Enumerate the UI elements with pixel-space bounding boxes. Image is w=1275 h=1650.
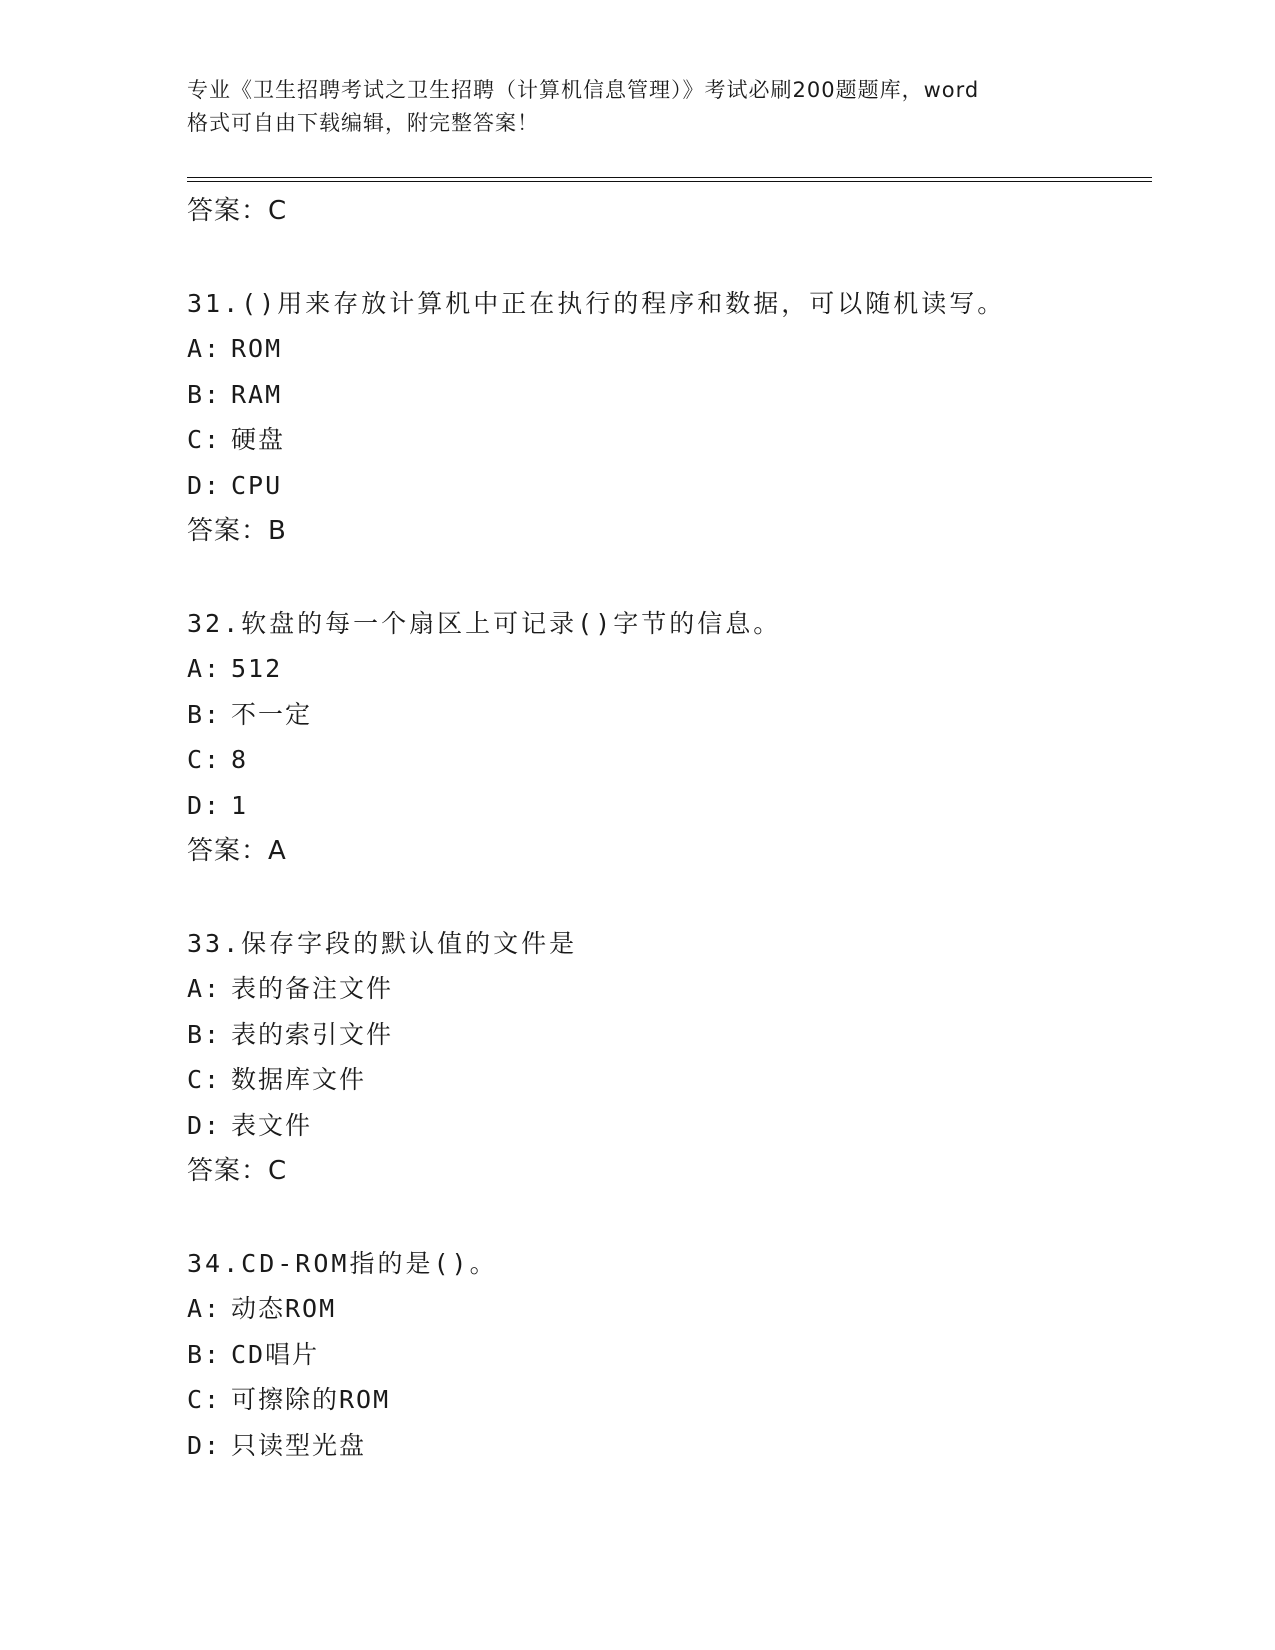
option-text: 512 [231,654,283,683]
option-b [187,1332,1152,1378]
option-d [187,1423,1152,1469]
option-text: ROM [231,334,283,363]
option-text: 表的备注文件 [231,974,394,1003]
option-text: CPU [231,470,283,500]
option-key: C: [187,1065,222,1094]
option-key: D: [187,470,222,500]
option-c [187,417,1152,463]
option-text: 动态ROM [231,1294,337,1323]
option-text: 表的索引文件 [231,1019,394,1049]
option-c [187,737,1152,783]
option-key: D: [187,1110,222,1140]
option-key: B: [187,1339,222,1369]
question-block [187,281,1152,554]
option-key: B: [187,379,222,409]
answer-line: 答案：A [187,836,287,866]
option-a [187,646,1152,692]
question-list [187,188,1152,1468]
option-key: D: [187,1430,222,1460]
option-text: 只读型光盘 [231,1430,367,1460]
option-key: A: [187,1294,222,1323]
option-a [187,326,1152,372]
option-b [187,692,1152,738]
option-c [187,1057,1152,1103]
answer-line: 答案：B [187,516,287,546]
option-key: A: [187,654,222,683]
question-stem: 33.保存字段的默认值的文件是 [187,929,578,958]
header-line-2: 格式可自由下载编辑，附完整答案！ [187,111,539,135]
question-block [187,601,1152,874]
document-header [187,74,1087,140]
option-d [187,463,1152,509]
answer-line: 答案：C [187,196,288,226]
header-line-1: 专业《卫生招聘考试之卫生招聘（计算机信息管理）》考试必刷200题题库，word [187,78,980,102]
option-c [187,1377,1152,1423]
answer-line: 答案：C [187,1156,288,1186]
option-key: B: [187,699,222,729]
option-text: 数据库文件 [231,1065,367,1094]
option-key: B: [187,1019,222,1049]
option-b [187,1012,1152,1058]
question-block [187,921,1152,1194]
option-key: A: [187,974,222,1003]
option-text: 1 [231,790,249,820]
option-text: CD唱片 [231,1339,320,1369]
option-text: 8 [231,745,249,774]
option-text: 可擦除的ROM [231,1385,391,1414]
question-stem: 32.软盘的每一个扇区上可记录()字节的信息。 [187,609,782,638]
option-text: 硬盘 [231,425,286,454]
option-key: A: [187,334,222,363]
option-text: RAM [231,379,283,409]
question-stem: 31.()用来存放计算机中正在执行的程序和数据，可以随机读写。 [187,289,1006,318]
option-key: C: [187,425,222,454]
option-a [187,966,1152,1012]
option-b [187,372,1152,418]
option-text: 不一定 [231,699,313,729]
option-key: C: [187,1385,222,1414]
question-stem: 34.CD-ROM指的是()。 [187,1249,498,1278]
option-key: C: [187,745,222,774]
option-d [187,1103,1152,1149]
header-divider [187,177,1152,182]
option-key: D: [187,790,222,820]
option-d [187,783,1152,829]
question-block [187,1241,1152,1468]
option-a [187,1286,1152,1332]
option-text: 表文件 [231,1110,313,1140]
